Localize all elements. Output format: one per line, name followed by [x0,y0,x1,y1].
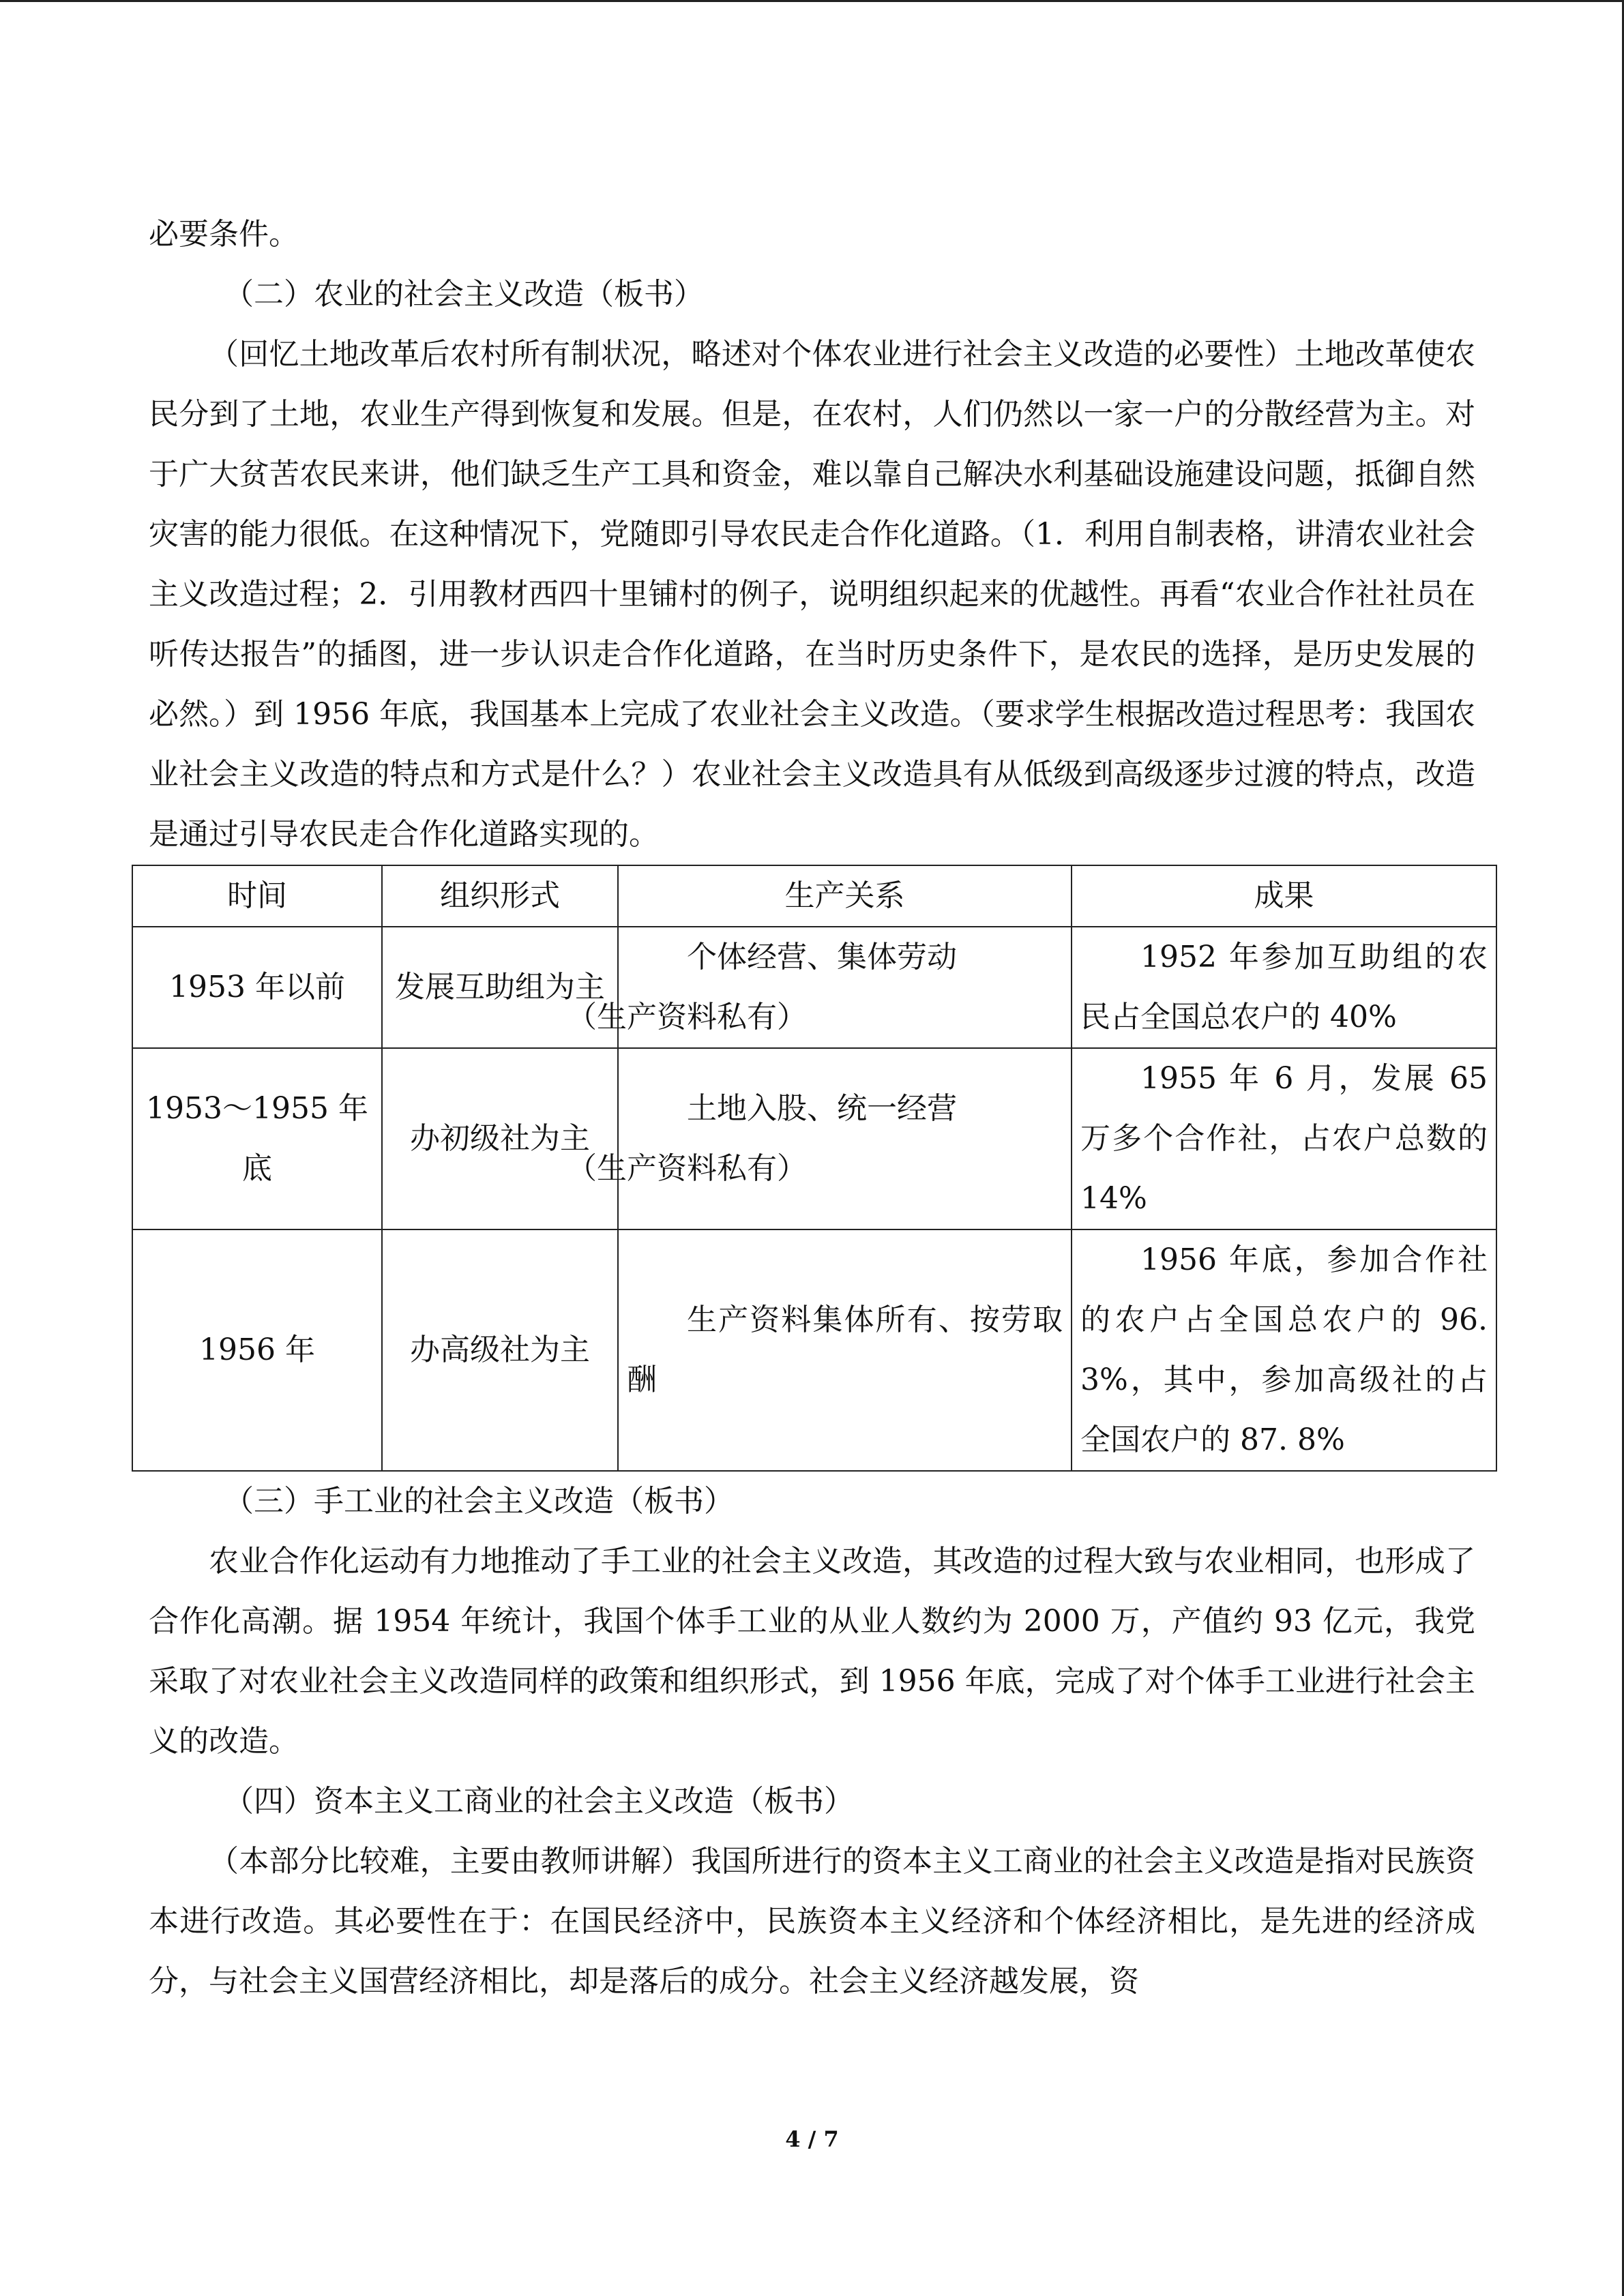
relation-text: 土地入股、统一经营 [687,1091,957,1126]
table-header-result: 成果 [1072,865,1496,927]
relation-note: （生产资料私有） [567,1000,807,1034]
paragraph-commerce: （本部分比较难，主要由教师讲解）我国所进行的资本主义工商业的社会主义改造是指对民族资本进行改造。其必要性在于：在国民经济中，民族资本主义经济和个体经济相比，是先进的经济成分，与社会主义国营经济相比，却是落后的成分。社会主义经济越发展，资 [149,1844,1475,1999]
table-cell-relation [567,927,1072,1048]
table-cell-relation [567,1048,1072,1229]
document-body [146,205,1488,2012]
table-cell-relation: 生产资料集体所有、按劳取酬 [618,1229,1072,1471]
paragraph-handicraft: 农业合作化运动有力地推动了手工业的社会主义改造，其改造的过程大致与农业相同，也形成了合作化高潮。据 1954 年统计，我国个体手工业的从业人数约为 2000 万，产值约 93 亿元，我党采取了对农业社会主义改造同样的政策和组织形式，到 1956 年底，完成了对个体手工业进行社会主义的改造。 [149,1544,1475,1759]
table-cell-result: 1956 年底，参加合作社的农户占全国总农户的 96. 3%，其中，参加高级社的占全国农户的 87. 8% [1072,1229,1496,1471]
table-cell-form: 办高级社为主 [382,1229,618,1471]
page-number: 4 / 7 [785,2126,839,2152]
table-header-relation: 生产关系 [618,865,1072,927]
section-heading-commerce: （四）资本主义工商业的社会主义改造（板书） [224,1784,854,1819]
table-header-row [132,865,1496,927]
table-cell-result: 1955 年 6 月，发展 65 万多个合作社，占农户总数的 14% [1072,1048,1496,1229]
table-cell-time: 1953～1955 年底 [132,1048,382,1229]
table-row [132,927,1496,1048]
table-cell-form: 办初级社为主 [382,1048,618,1229]
table-header-time: 时间 [132,865,382,927]
section-heading-handicraft: （三）手工业的社会主义改造（板书） [224,1484,734,1519]
table-header-form: 组织形式 [382,865,618,927]
page-border-top [0,0,1624,2]
table-cell-time: 1956 年 [132,1229,382,1471]
relation-text: 个体经营、集体劳动 [687,940,957,974]
paragraph-agriculture: （回忆土地改革后农村所有制状况，略述对个体农业进行社会主义改造的必要性）土地改革使农民分到了土地，农业生产得到恢复和发展。但是，在农村，人们仍然以一家一户的分散经营为主。对于广大贫苦农民来讲，他们缺乏生产工具和资金，难以靠自己解决水利基础设施建设问题，抵御自然灾害的能力很低。在这种情况下，党随即引导农民走合作化道路。（1．利用自制表格，讲清农业社会主义改造过程；2．引用教材西四十里铺村的例子，说明组织起来的优越性。再看“农业合作社社员在听传达报告”的插图，进一步认识走合作化道路，在当时历史条件下，是农民的选择，是历史发展的必然。）到 1956 年底，我国基本上完成了农业社会主义改造。（要求学生根据改造过程思考：我国农业社会主义改造的特点和方式是什么？）农业社会主义改造具有从低级到高级逐步过渡的特点，改造是通过引导农民走合作化道路实现的。 [149,337,1475,852]
table-cell-time: 1953 年以前 [132,927,382,1048]
section-heading-agriculture: （二）农业的社会主义改造（板书） [224,277,704,312]
relation-note: （生产资料私有） [567,1151,807,1186]
agriculture-reform-table [132,865,1497,1472]
table-cell-result: 1952 年参加互助组的农民占全国总农户的 40% [1072,927,1496,1048]
table-row [132,1048,1496,1229]
table-row [132,1229,1496,1471]
paragraph-continuation: 必要条件。 [149,217,299,252]
table-cell-form: 发展互助组为主 [382,927,618,1048]
